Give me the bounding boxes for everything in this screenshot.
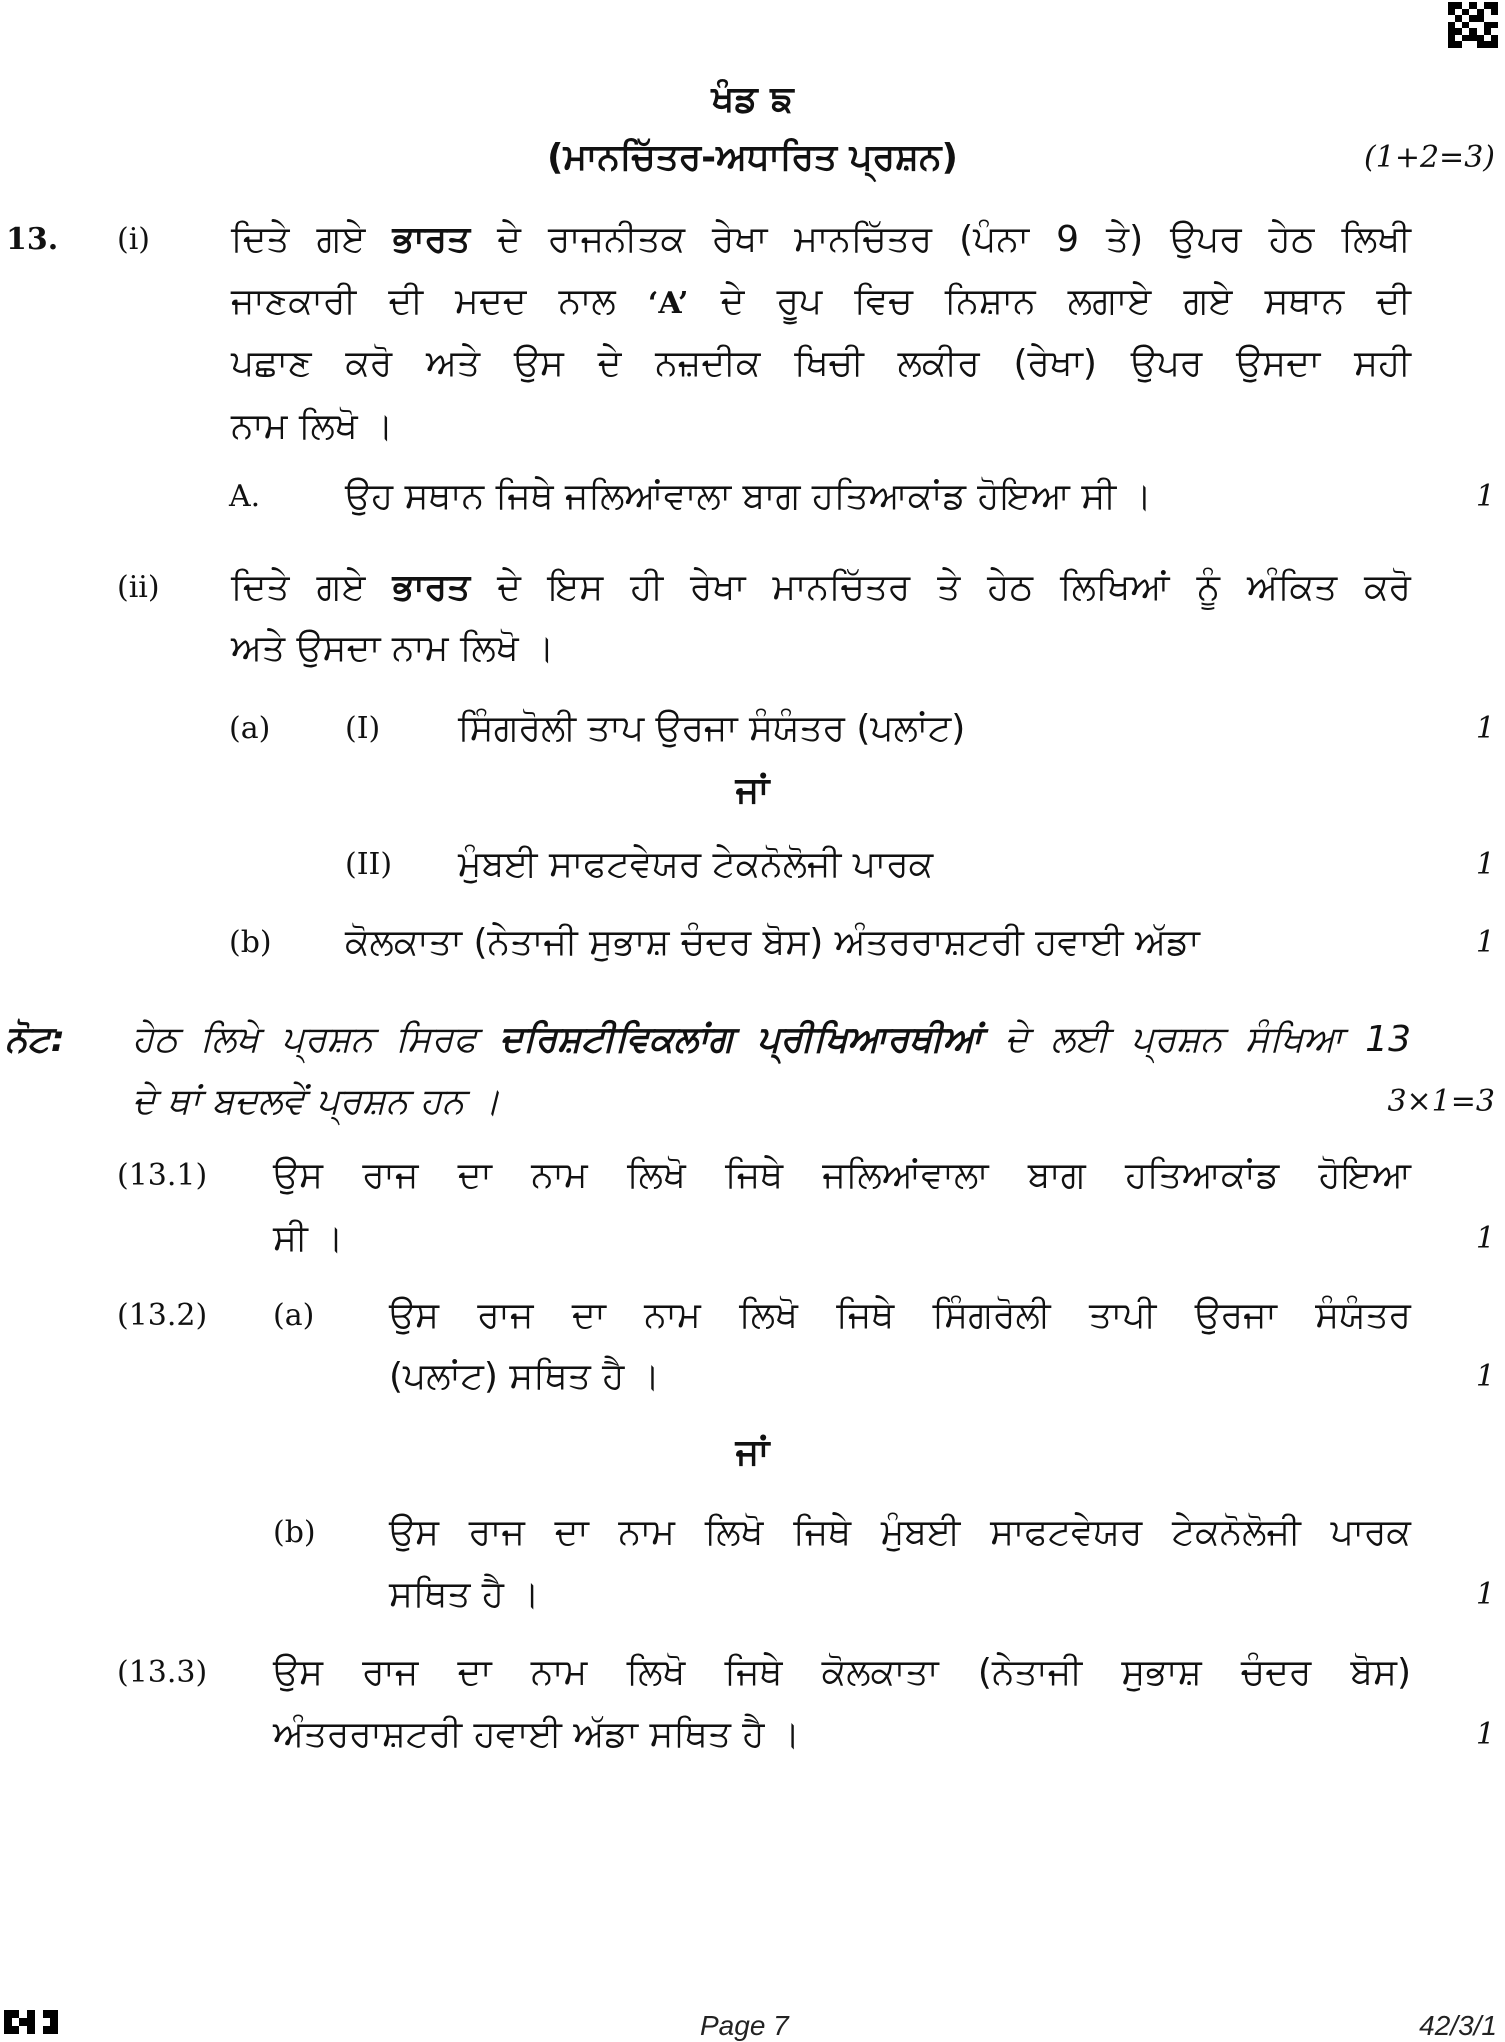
section-subtitle: (ਮਾਨਚਿੱਤਰ-ਅਧਾਰਿਤ ਪ੍ਰਸ਼ਨ) xyxy=(547,137,958,178)
alt-13-2-b-line-1: ਉਸ ਰਾਜ ਦਾ ਨਾਮ ਲਿਖੋ ਜਿਥੇ ਮੁੰਬਈ ਸਾਫਟਵੇਯਰ ਟੇਕਨੋਲੋਜੀ ਪਾਰਕ xyxy=(389,1512,1411,1553)
text: ਦੇ ਲਈ ਪ੍ਰਸ਼ਨ ਸੰਖਿਆ 13 xyxy=(1004,1019,1411,1060)
item-a-marks: 1 xyxy=(1475,479,1495,514)
sub-a-label: (a) xyxy=(229,711,271,746)
bold-text: ਭਾਰਤ xyxy=(392,567,471,608)
sub-b-label: (b) xyxy=(229,925,272,960)
sub-a-I-text: ਸਿੰਗਰੋਲੀ ਤਾਪ ਉਰਜਾ ਸੰਯੰਤਰ (ਪਲਾਂਟ) xyxy=(458,708,966,749)
alt-13-2-label: (13.2) xyxy=(117,1298,208,1333)
alt-13-2-a-line-2: (ਪਲਾਂਟ) ਸਥਿਤ ਹੈ । xyxy=(389,1356,661,1397)
part-i-line-1 xyxy=(231,218,1411,262)
item-a-label: A. xyxy=(229,479,261,514)
text: ਦਿਤੇ ਗਏ xyxy=(231,219,366,260)
part-i-line-2 xyxy=(231,280,1411,326)
bold-text: ਦਰਿਸ਼ਟੀਵਿਕਲਾਂਗ ਪ੍ਰੀਖਿਆਰਥੀਆਂ xyxy=(499,1019,983,1060)
alt-13-1-marks: 1 xyxy=(1475,1221,1495,1256)
section-marks: (1+2=3) xyxy=(1364,140,1495,175)
text: ਦੇ ਇਸ ਹੀ ਰੇਖਾ ਮਾਨਚਿੱਤਰ ਤੇ ਹੇਠ ਲਿਖਿਆਂ ਨੂੰ ਅੰਕਿਤ ਕਰੋ xyxy=(497,567,1411,608)
part-ii-line-1 xyxy=(231,566,1411,610)
text: ਦੇ ਰਾਜਨੀਤਕ ਰੇਖਾ ਮਾਨਚਿੱਤਰ (ਪੰਨਾ 9 ਤੇ) ਉਪਰ ਹੇਠ ਲਿਖੀ xyxy=(497,219,1411,260)
note-label: ਨੋਟ: xyxy=(5,1019,65,1060)
text: ਹੇਠ ਲਿਖੇ ਪ੍ਰਸ਼ਨ ਸਿਰਫ xyxy=(132,1019,478,1060)
alt-13-2-b-label: (b) xyxy=(273,1515,316,1550)
qr-code-top xyxy=(1448,2,1498,48)
paper-code: 42/3/1 xyxy=(1419,2010,1497,2041)
alt-13-2-b-line-2: ਸਥਿਤ ਹੈ । xyxy=(389,1574,540,1615)
alt-13-3-marks: 1 xyxy=(1475,1717,1495,1752)
alt-13-3-line-2: ਅੰਤਰਰਾਸ਼ਟਰੀ ਹਵਾਈ ਅੱਡਾ ਸਥਿਤ ਹੈ । xyxy=(273,1714,801,1755)
sub-b-text: ਕੋਲਕਾਤਾ (ਨੇਤਾਜੀ ਸੁਭਾਸ਼ ਚੰਦਰ ਬੋਸ) ਅੰਤਰਰਾਸ਼ਟਰੀ ਹਵਾਈ ਅੱਡਾ xyxy=(345,922,1200,963)
alt-13-1-line-2: ਸੀ । xyxy=(273,1218,344,1259)
alt-13-3-label: (13.3) xyxy=(117,1655,208,1690)
alt-or-separator: ਜਾਂ xyxy=(735,1432,770,1473)
text: ਜਾਣਕਾਰੀ ਦੀ ਮਦਦ ਨਾਲ xyxy=(231,281,616,322)
alt-13-2-a-label: (a) xyxy=(273,1298,315,1333)
note-line-1 xyxy=(132,1018,1411,1062)
bold-text: ‘A’ xyxy=(647,286,689,321)
text: ਦੇ ਰੂਪ ਵਿਚ ਨਿਸ਼ਾਨ ਲਗਾਏ ਗਏ ਸਥਾਨ ਦੀ xyxy=(720,281,1411,322)
part-i-line-4: ਨਾਮ ਲਿਖੋ । xyxy=(231,406,394,447)
part-ii-line-2: ਅਤੇ ਉਸਦਾ ਨਾਮ ਲਿਖੋ । xyxy=(231,628,555,669)
part-ii-label: (ii) xyxy=(117,570,160,605)
question-number: 13. xyxy=(6,222,59,257)
or-separator: ਜਾਂ xyxy=(735,770,770,811)
note-line-2: ਦੇ ਥਾਂ ਬਦਲਵੇਂ ਪ੍ਰਸ਼ਨ ਹਨ । xyxy=(132,1081,501,1122)
sub-a-I-label: (I) xyxy=(345,711,381,746)
sub-a-II-label: (II) xyxy=(345,847,393,882)
sub-a-II-text: ਮੁੰਬਈ ਸਾਫਟਵੇਯਰ ਟੇਕਨੋਲੋਜੀ ਪਾਰਕ xyxy=(458,844,934,885)
page-number: Page 7 xyxy=(700,2010,789,2041)
sub-a-II-marks: 1 xyxy=(1475,847,1495,882)
bold-text: ਭਾਰਤ xyxy=(392,219,471,260)
item-a-text: ਉਹ ਸਥਾਨ ਜਿਥੇ ਜਲਿਆਂਵਾਲਾ ਬਾਗ ਹਤਿਆਕਾਂਡ ਹੋਇਆ ਸੀ । xyxy=(345,476,1152,517)
alt-13-2-b-marks: 1 xyxy=(1475,1577,1495,1612)
sub-a-I-marks: 1 xyxy=(1475,711,1495,746)
alt-13-1-line-1: ਉਸ ਰਾਜ ਦਾ ਨਾਮ ਲਿਖੋ ਜਿਥੇ ਜਲਿਆਂਵਾਲਾ ਬਾਗ ਹਤਿਆਕਾਂਡ ਹੋਇਆ xyxy=(273,1155,1411,1196)
text: ਦਿਤੇ ਗਏ xyxy=(231,567,366,608)
alt-13-3-line-1: ਉਸ ਰਾਜ ਦਾ ਨਾਮ ਲਿਖੋ ਜਿਥੇ ਕੋਲਕਾਤਾ (ਨੇਤਾਜੀ ਸੁਭਾਸ਼ ਚੰਦਰ ਬੋਸ) xyxy=(273,1652,1411,1693)
alt-13-1-label: (13.1) xyxy=(117,1158,208,1193)
sub-b-marks: 1 xyxy=(1475,925,1495,960)
alt-13-2-a-marks: 1 xyxy=(1475,1359,1495,1394)
section-title: ਖੰਡ ਙ xyxy=(711,79,794,120)
part-i-line-3: ਪਛਾਣ ਕਰੋ ਅਤੇ ਉਸ ਦੇ ਨਜ਼ਦੀਕ ਖਿਚੀ ਲਕੀਰ (ਰੇਖਾ) ਉਪਰ ਉਸਦਾ ਸਹੀ xyxy=(231,343,1411,384)
note-marks: 3×1=3 xyxy=(1387,1084,1495,1119)
qr-code-bottom xyxy=(4,2010,58,2034)
part-i-label: (i) xyxy=(117,222,151,257)
alt-13-2-a-line-1: ਉਸ ਰਾਜ ਦਾ ਨਾਮ ਲਿਖੋ ਜਿਥੇ ਸਿੰਗਰੋਲੀ ਤਾਪੀ ਉਰਜਾ ਸੰਯੰਤਰ xyxy=(389,1295,1411,1336)
